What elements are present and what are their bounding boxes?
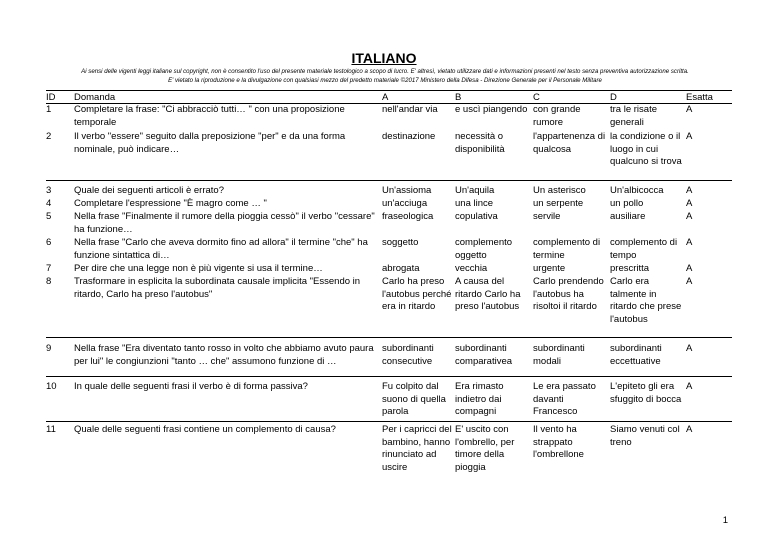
correct-answer: A xyxy=(686,104,693,115)
header-question: Domanda xyxy=(74,92,116,103)
answer-d: complemento di tempo xyxy=(610,237,678,261)
answer-a: Fu colpito dal suono di quella parola xyxy=(382,381,446,417)
answer-d: Un'albicocca xyxy=(610,185,664,196)
answer-b: Era rimasto indietro dai compagni xyxy=(455,381,504,417)
row-divider xyxy=(46,180,732,181)
question-text: Nella frase "Finalmente il rumore della pioggia cessò" il verbo "cessare" ha funzione… xyxy=(74,211,375,235)
answer-b: necessità o disponibilità xyxy=(455,131,505,155)
question-text: Completare l'espressione "È magro come … " xyxy=(74,198,267,209)
answer-a: un'acciuga xyxy=(382,198,428,209)
question-id: 6 xyxy=(46,237,52,248)
header-d: D xyxy=(610,92,617,103)
correct-answer: A xyxy=(686,198,693,209)
answer-d: prescritta xyxy=(610,263,650,274)
question-id: 10 xyxy=(46,381,57,392)
question-id: 1 xyxy=(46,104,52,115)
answer-c: Il vento ha strappato l'ombrellone xyxy=(533,424,584,460)
header-correct: Esatta xyxy=(686,92,713,103)
question-id: 4 xyxy=(46,198,52,209)
correct-answer: A xyxy=(686,276,693,287)
answer-c: complemento di termine xyxy=(533,237,601,261)
answer-d: un pollo xyxy=(610,198,644,209)
question-text: Nella frase "Carlo che aveva dormito fino ad allora" il termine "che" ha funzione sintattica di… xyxy=(74,237,368,261)
header-c: C xyxy=(533,92,540,103)
header-id: ID xyxy=(46,92,56,103)
correct-answer: A xyxy=(686,424,693,435)
answer-d: Carlo era talmente in ritardo che prese l'autobus xyxy=(610,276,682,325)
answer-c: Le era passato davanti Francesco xyxy=(533,381,596,417)
correct-answer: A xyxy=(686,211,693,222)
answer-a: fraseologica xyxy=(382,211,434,222)
question-id: 2 xyxy=(46,131,52,142)
answer-b: Un'aquila xyxy=(455,185,495,196)
answer-d: la condizione o il luogo in cui qualcuno si trova xyxy=(610,131,682,167)
answer-a: subordinanti consecutive xyxy=(382,343,434,367)
answer-a: Per i capricci del bambino, hanno rinunciato ad uscire xyxy=(382,424,452,473)
question-text: Nella frase "Era diventato tanto rosso in volto che abbiamo avuto paura per lui" le congiunzioni "tanto … che" assumono funzione di … xyxy=(74,343,374,367)
answer-c: subordinanti modali xyxy=(533,343,585,367)
copyright-disclaimer xyxy=(40,67,730,85)
answer-d: ausiliare xyxy=(610,211,646,222)
question-text: In quale delle seguenti frasi il verbo è di forma passiva? xyxy=(74,381,308,392)
answer-a: abrogata xyxy=(382,263,420,274)
row-divider xyxy=(46,376,732,377)
answer-c: urgente xyxy=(533,263,566,274)
answer-b: E' uscito con l'ombrello, per timore della pioggia xyxy=(455,424,515,473)
answer-c: servile xyxy=(533,211,561,222)
answer-b: copulativa xyxy=(455,211,498,222)
answer-a: Carlo ha preso l'autobus perché era in ritardo xyxy=(382,276,452,312)
answer-c: un serpente xyxy=(533,198,584,209)
answer-b: complemento oggetto xyxy=(455,237,513,261)
answer-c: l'appartenenza di qualcosa xyxy=(533,131,606,155)
answer-c: Carlo prendendo l'autobus ha risoltoi il ritardo xyxy=(533,276,604,312)
question-text: Quale delle seguenti frasi contiene un complemento di causa? xyxy=(74,424,336,435)
page-number: 1 xyxy=(722,515,728,526)
correct-answer: A xyxy=(686,185,693,196)
question-id: 9 xyxy=(46,343,52,354)
question-id: 3 xyxy=(46,185,52,196)
question-id: 11 xyxy=(46,424,56,435)
answer-b: e uscì piangendo xyxy=(455,104,528,115)
question-text: Il verbo "essere" seguito dalla preposizione "per" e da una forma nominale, può indicare… xyxy=(74,131,346,155)
answer-a: Un'assioma xyxy=(382,185,432,196)
answer-b: una lince xyxy=(455,198,494,209)
answer-a: nell'andar via xyxy=(382,104,438,115)
answer-d: Siamo venuti col treno xyxy=(610,424,680,448)
question-text: Trasformare in esplicita la subordinata causale implicita "Essendo in ritardo, Carlo ha preso l'autobus" xyxy=(74,276,361,300)
answer-b: vecchia xyxy=(455,263,488,274)
answer-c: Un asterisco xyxy=(533,185,586,196)
header-a: A xyxy=(382,92,389,103)
page-title: ITALIANO xyxy=(351,50,417,66)
correct-answer: A xyxy=(686,237,693,248)
row-divider xyxy=(46,337,732,338)
answer-d: L'epiteto gli era sfuggito di bocca xyxy=(610,381,682,405)
question-id: 5 xyxy=(46,211,52,222)
answer-d: subordinanti eccettuative xyxy=(610,343,662,367)
answer-b: A causa del ritardo Carlo ha preso l'autobus xyxy=(455,276,521,312)
answer-b: subordinanti comparativea xyxy=(455,343,513,367)
correct-answer: A xyxy=(686,343,693,354)
correct-answer: A xyxy=(686,381,693,392)
question-id: 8 xyxy=(46,276,52,287)
answer-c: con grande rumore xyxy=(533,104,581,128)
disclaimer-line-1: Ai sensi delle vigenti leggi italiane sul copyright, non è consentito l'uso del presente materiale testologico a scopo di lucro. E' altresì, vietato utilizzare dati e informazioni presenti nel testo senza preventiva autorizzazione scritta. xyxy=(81,68,689,75)
correct-answer: A xyxy=(686,131,693,142)
question-id: 7 xyxy=(46,263,52,274)
question-text: Quale dei seguenti articoli è errato? xyxy=(74,185,224,196)
row-divider xyxy=(46,421,732,422)
answer-a: soggetto xyxy=(382,237,419,248)
questions-table xyxy=(46,90,732,473)
correct-answer: A xyxy=(686,263,693,274)
question-text: Completare la frase: "Ci abbracciò tutti… " con una proposizione temporale xyxy=(74,104,345,128)
header-b: B xyxy=(455,92,462,103)
answer-a: destinazione xyxy=(382,131,436,142)
question-text: Per dire che una legge non è più vigente si usa il termine… xyxy=(74,263,323,274)
answer-d: tra le risate generali xyxy=(610,104,657,128)
disclaimer-line-2: E' vietato la riproduzione e la divulgazione con qualsiasi mezzo del predetto materiale ©2017 Ministero della Difesa - Direzione Generale per il Personale Militare xyxy=(168,77,602,84)
